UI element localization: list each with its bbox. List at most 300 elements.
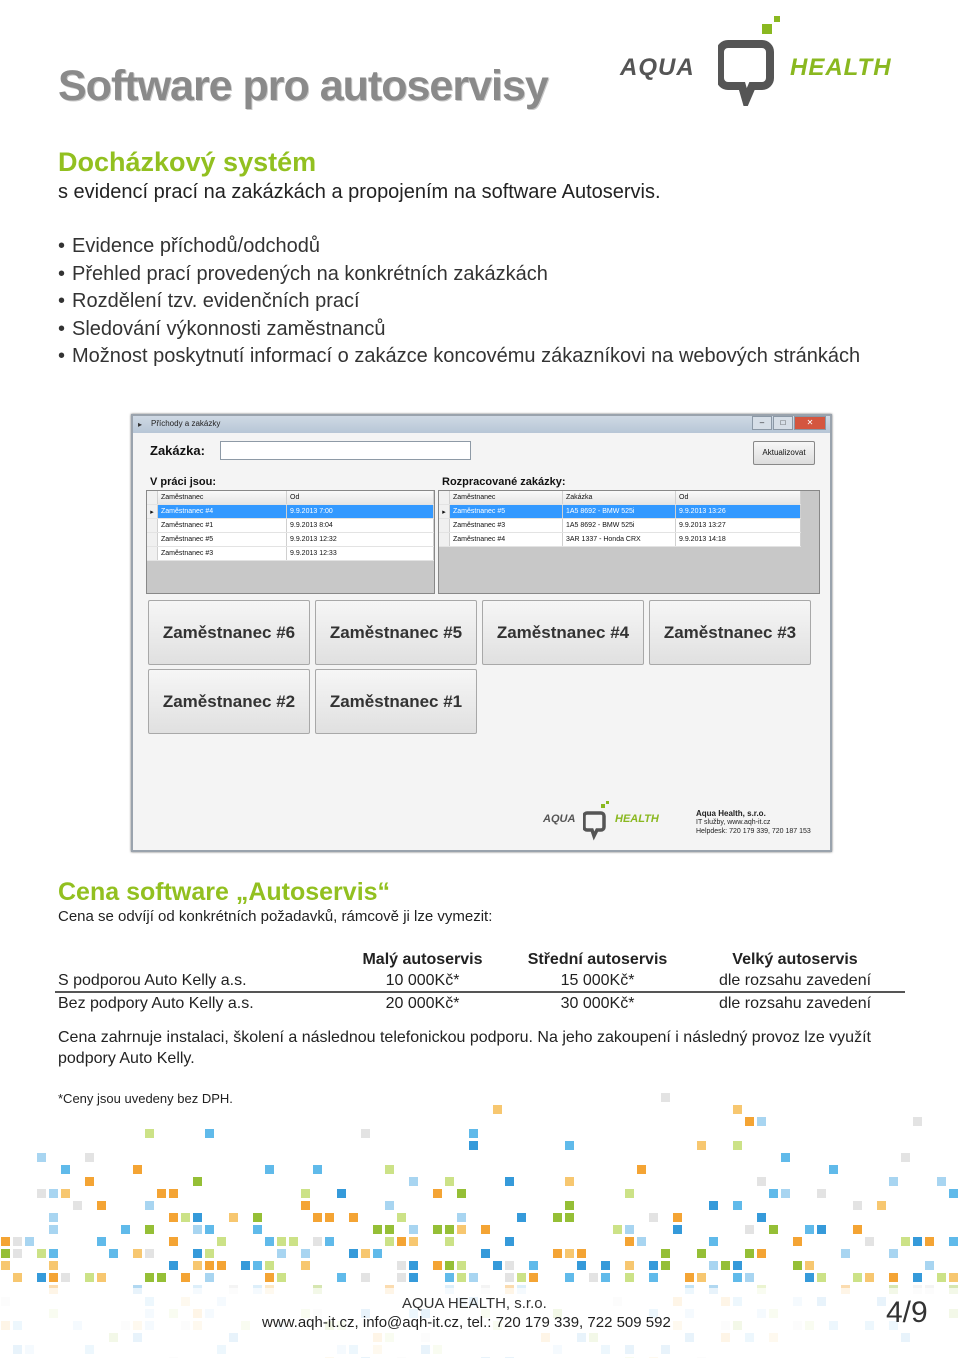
mosaic-tile (733, 1201, 742, 1210)
app-logo-aqua: AQUA (543, 813, 576, 825)
window-controls (751, 416, 826, 430)
mosaic-tile (385, 1225, 394, 1234)
grid-cell: 1A5 8692 - BMW 525i (563, 519, 676, 533)
table-row[interactable] (439, 533, 801, 547)
mosaic-tile (469, 1141, 478, 1150)
mosaic-tile (709, 1201, 718, 1210)
mosaic-tile (325, 1237, 334, 1246)
mosaic-tile (625, 1261, 634, 1270)
mosaic-tile (85, 1177, 94, 1186)
app-logo (543, 801, 683, 841)
mosaic-tile (649, 1213, 658, 1222)
mosaic-tile (205, 1225, 214, 1234)
mosaic-tile (601, 1261, 610, 1270)
price-note: Cena zahrnuje instalaci, školení a následnou telefonickou podporu. Na jeho zakoupení i následný provoz lze využít podpory Auto Kelly. (58, 1029, 871, 1067)
grid-cell: 9.9.2013 12:33 (287, 547, 434, 561)
mosaic-tile (649, 1273, 658, 1282)
mosaic-tile (661, 1093, 670, 1102)
mosaic-tile (445, 1261, 454, 1270)
mosaic-tile (301, 1261, 310, 1270)
mosaic-tile (409, 1177, 418, 1186)
mosaic-tile (121, 1225, 130, 1234)
mosaic-tile (565, 1213, 574, 1222)
mosaic-tile (205, 1129, 214, 1138)
mosaic-tile (217, 1261, 226, 1270)
mosaic-tile (637, 1237, 646, 1246)
orders-grid[interactable] (438, 490, 820, 594)
price-row-label: S podporou Auto Kelly a.s. (55, 970, 335, 992)
mosaic-tile (529, 1261, 538, 1270)
mosaic-tile (901, 1237, 910, 1246)
mosaic-tile (457, 1213, 466, 1222)
mosaic-tile (205, 1261, 214, 1270)
logo-aqua-text: AQUA (620, 54, 695, 81)
mosaic-tile (193, 1249, 202, 1258)
mosaic-tile (577, 1249, 586, 1258)
feature-item: • Přehled prací provedených na konkrétních zakázkách (58, 261, 892, 289)
grid-cell: Zaměstnanec #5 (450, 505, 563, 519)
maximize-icon[interactable]: □ (773, 416, 793, 430)
refresh-button[interactable]: Aktualizovat (753, 441, 815, 465)
mosaic-tile (301, 1249, 310, 1258)
mosaic-tile (217, 1237, 226, 1246)
table-row (55, 992, 905, 1014)
mosaic-tile (409, 1273, 418, 1282)
mosaic-tile (697, 1273, 706, 1282)
mosaic-tile (193, 1177, 202, 1186)
mosaic-tile (649, 1261, 658, 1270)
mosaic-tile (85, 1153, 94, 1162)
mosaic-tile (913, 1273, 922, 1282)
feature-item: • Rozdělení tzv. evidenčních prací (58, 288, 892, 316)
price-cell: 15 000Kč* (510, 970, 685, 992)
mosaic-tile (781, 1189, 790, 1198)
mosaic-tile (193, 1261, 202, 1270)
price-header: Střední autoservis (527, 951, 668, 968)
app-contact-line: Helpdesk: 720 179 339, 720 187 153 (696, 828, 811, 835)
section-title-attendance: Docházkový systém (58, 147, 317, 177)
orders-label: Rozpracované zakázky: (442, 476, 566, 488)
app-window-icon: ▸ (138, 420, 143, 429)
mosaic-tile (265, 1261, 274, 1270)
mosaic-tile (49, 1273, 58, 1282)
mosaic-tile (457, 1273, 466, 1282)
price-header: Malý autoservis (362, 951, 483, 968)
mosaic-tile (517, 1273, 526, 1282)
mosaic-tile (1, 1261, 10, 1270)
mosaic-tile (577, 1261, 586, 1270)
section-subtitle: s evidencí prací na zakázkách a propojením na software Autoservis. (58, 181, 661, 203)
mosaic-tile (733, 1141, 742, 1150)
mosaic-tile (97, 1273, 106, 1282)
grid-header: Zakázka (563, 491, 676, 505)
mosaic-tile (397, 1213, 406, 1222)
mosaic-tile (445, 1225, 454, 1234)
mosaic-tile (865, 1273, 874, 1282)
mosaic-tile (553, 1249, 562, 1258)
close-icon[interactable]: ✕ (794, 416, 826, 430)
grid-cell: Zaměstnanec #1 (158, 519, 287, 533)
mosaic-tile (301, 1201, 310, 1210)
mosaic-tile (865, 1237, 874, 1246)
mosaic-tile (193, 1225, 202, 1234)
mosaic-tile (1, 1249, 10, 1258)
price-cell: 20 000Kč* (385, 994, 460, 1012)
grid-cell: 3AR 1337 - Honda CRX (563, 533, 676, 547)
mosaic-tile (361, 1129, 370, 1138)
mosaic-tile (505, 1261, 514, 1270)
mosaic-tile (145, 1273, 154, 1282)
grid-cell: Zaměstnanec #5 (158, 533, 287, 547)
mosaic-tile (145, 1201, 154, 1210)
mosaic-tile (337, 1273, 346, 1282)
grid-header: Zaměstnanec (158, 491, 287, 505)
mosaic-tile (157, 1273, 166, 1282)
mosaic-tile (625, 1189, 634, 1198)
mosaic-tile (385, 1237, 394, 1246)
table-row[interactable] (147, 519, 434, 533)
mosaic-tile (565, 1177, 574, 1186)
mosaic-tile (853, 1225, 862, 1234)
working-grid[interactable] (146, 490, 435, 594)
table-row[interactable]: ▸ Zaměstnanec #5 1A5 8692 - BMW 525i 9.9.2013 13:26 (439, 505, 801, 519)
mosaic-tile (913, 1117, 922, 1126)
mosaic-tile (817, 1225, 826, 1234)
mosaic-tile (49, 1249, 58, 1258)
mosaic-tile (193, 1213, 202, 1222)
mosaic-tile (145, 1225, 154, 1234)
price-cell: 30 000Kč* (560, 994, 635, 1012)
mosaic-tile (841, 1249, 850, 1258)
order-input[interactable] (220, 441, 471, 460)
mosaic-tile (625, 1225, 634, 1234)
mosaic-tile (349, 1249, 358, 1258)
mosaic-tile (349, 1213, 358, 1222)
mosaic-tile (745, 1273, 754, 1282)
mosaic-tile (61, 1273, 70, 1282)
mosaic-tile (937, 1273, 946, 1282)
mosaic-tile (133, 1165, 142, 1174)
mosaic-tile (793, 1261, 802, 1270)
table-row[interactable] (147, 547, 434, 561)
mosaic-tile (13, 1237, 22, 1246)
mosaic-tile (457, 1225, 466, 1234)
mosaic-tile (445, 1177, 454, 1186)
mosaic-tile (709, 1237, 718, 1246)
mosaic-tile (49, 1189, 58, 1198)
mosaic-tile (805, 1273, 814, 1282)
grid-cell: 9.9.2013 13:27 (676, 519, 801, 533)
mosaic-tile (925, 1261, 934, 1270)
mosaic-tile (877, 1201, 886, 1210)
mosaic-tile (673, 1225, 682, 1234)
price-header: Velký autoservis (732, 951, 858, 968)
mosaic-tile (709, 1261, 718, 1270)
mosaic-tile (49, 1261, 58, 1270)
mosaic-tile (661, 1261, 670, 1270)
mosaic-tile (817, 1273, 826, 1282)
price-header (55, 950, 335, 970)
mosaic-tile (433, 1261, 442, 1270)
employee-6-button[interactable]: Zaměstnanec #6 (148, 600, 310, 665)
price-cell: dle rozsahu zavedení (718, 994, 872, 1012)
grid-cell: 9.9.2013 14:18 (676, 533, 801, 547)
footer-contacts: www.aqh-it.cz, info@aqh-it.cz, tel.: 720 179 339, 722 509 592 (262, 1314, 671, 1331)
mosaic-tile (433, 1189, 442, 1198)
mosaic-tile (469, 1273, 478, 1282)
mosaic-tile (757, 1117, 766, 1126)
mosaic-tile (337, 1189, 346, 1198)
mosaic-tile (949, 1189, 958, 1198)
section-title-price: Cena software „Autoservis“ (58, 878, 391, 906)
mosaic-tile (253, 1213, 262, 1222)
mosaic-tile (145, 1129, 154, 1138)
mosaic-tile (205, 1249, 214, 1258)
grid-cell: 9.9.2013 8:04 (287, 519, 434, 533)
order-label: Zakázka: (150, 443, 205, 458)
mosaic-tile (373, 1249, 382, 1258)
mosaic-tile (397, 1237, 406, 1246)
mosaic-tile (493, 1261, 502, 1270)
mosaic-tile (733, 1261, 742, 1270)
logo-health-text: HEALTH (790, 54, 892, 81)
minimize-icon[interactable]: – (752, 416, 772, 430)
mosaic-tile (169, 1237, 178, 1246)
mosaic-tile (625, 1273, 634, 1282)
grid-cell: Zaměstnanec #4 (158, 505, 287, 519)
mosaic-tile (733, 1105, 742, 1114)
mosaic-tile (409, 1237, 418, 1246)
mosaic-tile (601, 1273, 610, 1282)
mosaic-tile (697, 1249, 706, 1258)
mosaic-tile (409, 1225, 418, 1234)
mosaic-tile (313, 1165, 322, 1174)
grid-cell: Zaměstnanec #3 (450, 519, 563, 533)
employee-4-button[interactable]: Zaměstnanec #4 (482, 600, 644, 665)
grid-header: Od (287, 491, 434, 505)
mosaic-tile (613, 1225, 622, 1234)
table-row[interactable]: ▸ Zaměstnanec #4 9.9.2013 7:00 (147, 505, 434, 519)
price-cell: dle rozsahu zavedení (685, 970, 905, 992)
page-number: 4/9 (886, 1296, 928, 1329)
mosaic-tile (949, 1273, 958, 1282)
mosaic-tile (241, 1261, 250, 1270)
price-table (55, 950, 905, 1014)
mosaic-tile (145, 1249, 154, 1258)
grid-header: Zaměstnanec (450, 491, 563, 505)
mosaic-tile (409, 1261, 418, 1270)
mosaic-tile (661, 1249, 670, 1258)
mosaic-tile (25, 1237, 34, 1246)
mosaic-tile (313, 1213, 322, 1222)
mosaic-tile (325, 1213, 334, 1222)
mosaic-tile (937, 1177, 946, 1186)
mosaic-tile (697, 1141, 706, 1150)
mosaic-tile (37, 1189, 46, 1198)
price-row-label: Bez podpory Auto Kelly a.s. (58, 994, 254, 1012)
mosaic-tile (361, 1249, 370, 1258)
mosaic-tile (433, 1225, 442, 1234)
app-window-screenshot (131, 414, 832, 852)
aqua-health-logo (620, 16, 920, 106)
mosaic-tile (745, 1117, 754, 1126)
mosaic-tile (829, 1165, 838, 1174)
grid-cell: Zaměstnanec #4 (450, 533, 563, 547)
page-title: Software pro autoservisy (58, 62, 548, 110)
mosaic-tile (565, 1249, 574, 1258)
mosaic-tile (565, 1141, 574, 1150)
mosaic-tile (793, 1237, 802, 1246)
mosaic-tile (277, 1249, 286, 1258)
app-contact-line: IT služby, www.aqh-it.cz (696, 819, 771, 826)
mosaic-tile (529, 1273, 538, 1282)
mosaic-tile (37, 1273, 46, 1282)
mosaic-tile (637, 1165, 646, 1174)
mosaic-tile (757, 1249, 766, 1258)
app-window-title: Příchody a zakázky (151, 419, 221, 428)
mosaic-tile (565, 1201, 574, 1210)
mosaic-tile (301, 1189, 310, 1198)
mosaic-tile (97, 1237, 106, 1246)
mosaic-tile (61, 1165, 70, 1174)
mosaic-tile (889, 1249, 898, 1258)
employee-3-button[interactable]: Zaměstnanec #3 (649, 600, 811, 665)
mosaic-tile (265, 1273, 274, 1282)
mosaic-tile (1, 1237, 10, 1246)
mosaic-tile (505, 1177, 514, 1186)
table-row[interactable] (439, 519, 801, 533)
feature-item: • Sledování výkonnosti zaměstnanců (58, 316, 892, 344)
employee-1-button[interactable]: Zaměstnanec #1 (315, 669, 477, 734)
employee-2-button[interactable]: Zaměstnanec #2 (148, 669, 310, 734)
footer-company: AQUA HEALTH, s.r.o. (402, 1295, 547, 1312)
mosaic-tile (625, 1237, 634, 1246)
mosaic-tile (277, 1273, 286, 1282)
mosaic-tile (49, 1225, 58, 1234)
mosaic-tile (61, 1189, 70, 1198)
mosaic-tile (481, 1249, 490, 1258)
mosaic-tile (469, 1129, 478, 1138)
employee-5-button[interactable]: Zaměstnanec #5 (315, 600, 477, 665)
mosaic-tile (805, 1225, 814, 1234)
mosaic-tile (37, 1249, 46, 1258)
mosaic-tile (37, 1153, 46, 1162)
mosaic-tile (13, 1273, 22, 1282)
table-row[interactable] (147, 533, 434, 547)
mosaic-tile (889, 1177, 898, 1186)
mosaic-tile (685, 1273, 694, 1282)
app-logo-q-icon (583, 801, 613, 841)
mosaic-tile (169, 1261, 178, 1270)
mosaic-tile (445, 1273, 454, 1282)
mosaic-tile (889, 1273, 898, 1282)
mosaic-tile (265, 1165, 274, 1174)
mosaic-tile (781, 1153, 790, 1162)
mosaic-tile (385, 1201, 394, 1210)
mosaic-tile (73, 1201, 82, 1210)
price-intro: Cena se odvíjí od konkrétních požadavků, rámcově ji lze vymezit: (58, 908, 493, 925)
mosaic-tile (505, 1273, 514, 1282)
mosaic-tile (901, 1153, 910, 1162)
mosaic-tile (289, 1237, 298, 1246)
mosaic-tile (673, 1213, 682, 1222)
mosaic-tile (397, 1273, 406, 1282)
mosaic-tile (553, 1213, 562, 1222)
mosaic-tile (733, 1273, 742, 1282)
mosaic-tile (181, 1213, 190, 1222)
working-label: V práci jsou: (150, 476, 217, 488)
mosaic-tile (925, 1237, 934, 1246)
mosaic-tile (253, 1225, 262, 1234)
mosaic-tile (445, 1237, 454, 1246)
mosaic-tile (157, 1189, 166, 1198)
mosaic-tile (517, 1213, 526, 1222)
app-logo-health: HEALTH (615, 813, 659, 825)
mosaic-tile (385, 1165, 394, 1174)
price-footnote: *Ceny jsou uvedeny bez DPH. (58, 1091, 233, 1106)
grid-cell: 9.9.2013 7:00 (287, 505, 434, 519)
mosaic-tile (253, 1261, 262, 1270)
mosaic-tile (457, 1261, 466, 1270)
mosaic-tile (721, 1261, 730, 1270)
mosaic-tile (397, 1261, 406, 1270)
mosaic-tile (265, 1237, 274, 1246)
grid-cell: 9.9.2013 13:26 (676, 505, 801, 519)
mosaic-tile (853, 1201, 862, 1210)
mosaic-tile (169, 1213, 178, 1222)
mosaic-tile (481, 1225, 490, 1234)
app-titlebar (133, 416, 830, 433)
mosaic-tile (493, 1105, 502, 1114)
grid-cell: 9.9.2013 12:32 (287, 533, 434, 547)
mosaic-tile (817, 1189, 826, 1198)
mosaic-tile (913, 1237, 922, 1246)
mosaic-tile (769, 1189, 778, 1198)
mosaic-tile (169, 1189, 178, 1198)
mosaic-tile (457, 1189, 466, 1198)
mosaic-tile (745, 1225, 754, 1234)
mosaic-tile (361, 1273, 370, 1282)
mosaic-tile (133, 1249, 142, 1258)
mosaic-tile (181, 1273, 190, 1282)
mosaic-tile (949, 1237, 958, 1246)
mosaic-tile (13, 1249, 22, 1258)
grid-header: Od (676, 491, 801, 505)
mosaic-tile (589, 1273, 598, 1282)
mosaic-tile (853, 1273, 862, 1282)
mosaic-tile (229, 1213, 238, 1222)
mosaic-tile (745, 1249, 754, 1258)
logo-q-icon (718, 16, 788, 106)
grid-cell: Zaměstnanec #3 (158, 547, 287, 561)
mosaic-tile (757, 1213, 766, 1222)
feature-item: • Evidence příchodů/odchodů (58, 233, 892, 261)
feature-item: • Možnost poskytnutí informací o zakázce koncovému zákazníkovi na webových stránkách (58, 343, 892, 371)
app-contact (696, 809, 811, 836)
mosaic-tile (109, 1249, 118, 1258)
mosaic-tile (277, 1237, 286, 1246)
mosaic-tile (49, 1213, 58, 1222)
table-row (55, 970, 905, 992)
mosaic-tile (373, 1225, 382, 1234)
grid-cell: 1A5 8692 - BMW 525i (563, 505, 676, 519)
mosaic-tile (205, 1273, 214, 1282)
price-cell: 10 000Kč* (335, 970, 510, 992)
mosaic-tile (505, 1237, 514, 1246)
feature-list (58, 233, 892, 371)
mosaic-tile (805, 1261, 814, 1270)
mosaic-tile (769, 1225, 778, 1234)
